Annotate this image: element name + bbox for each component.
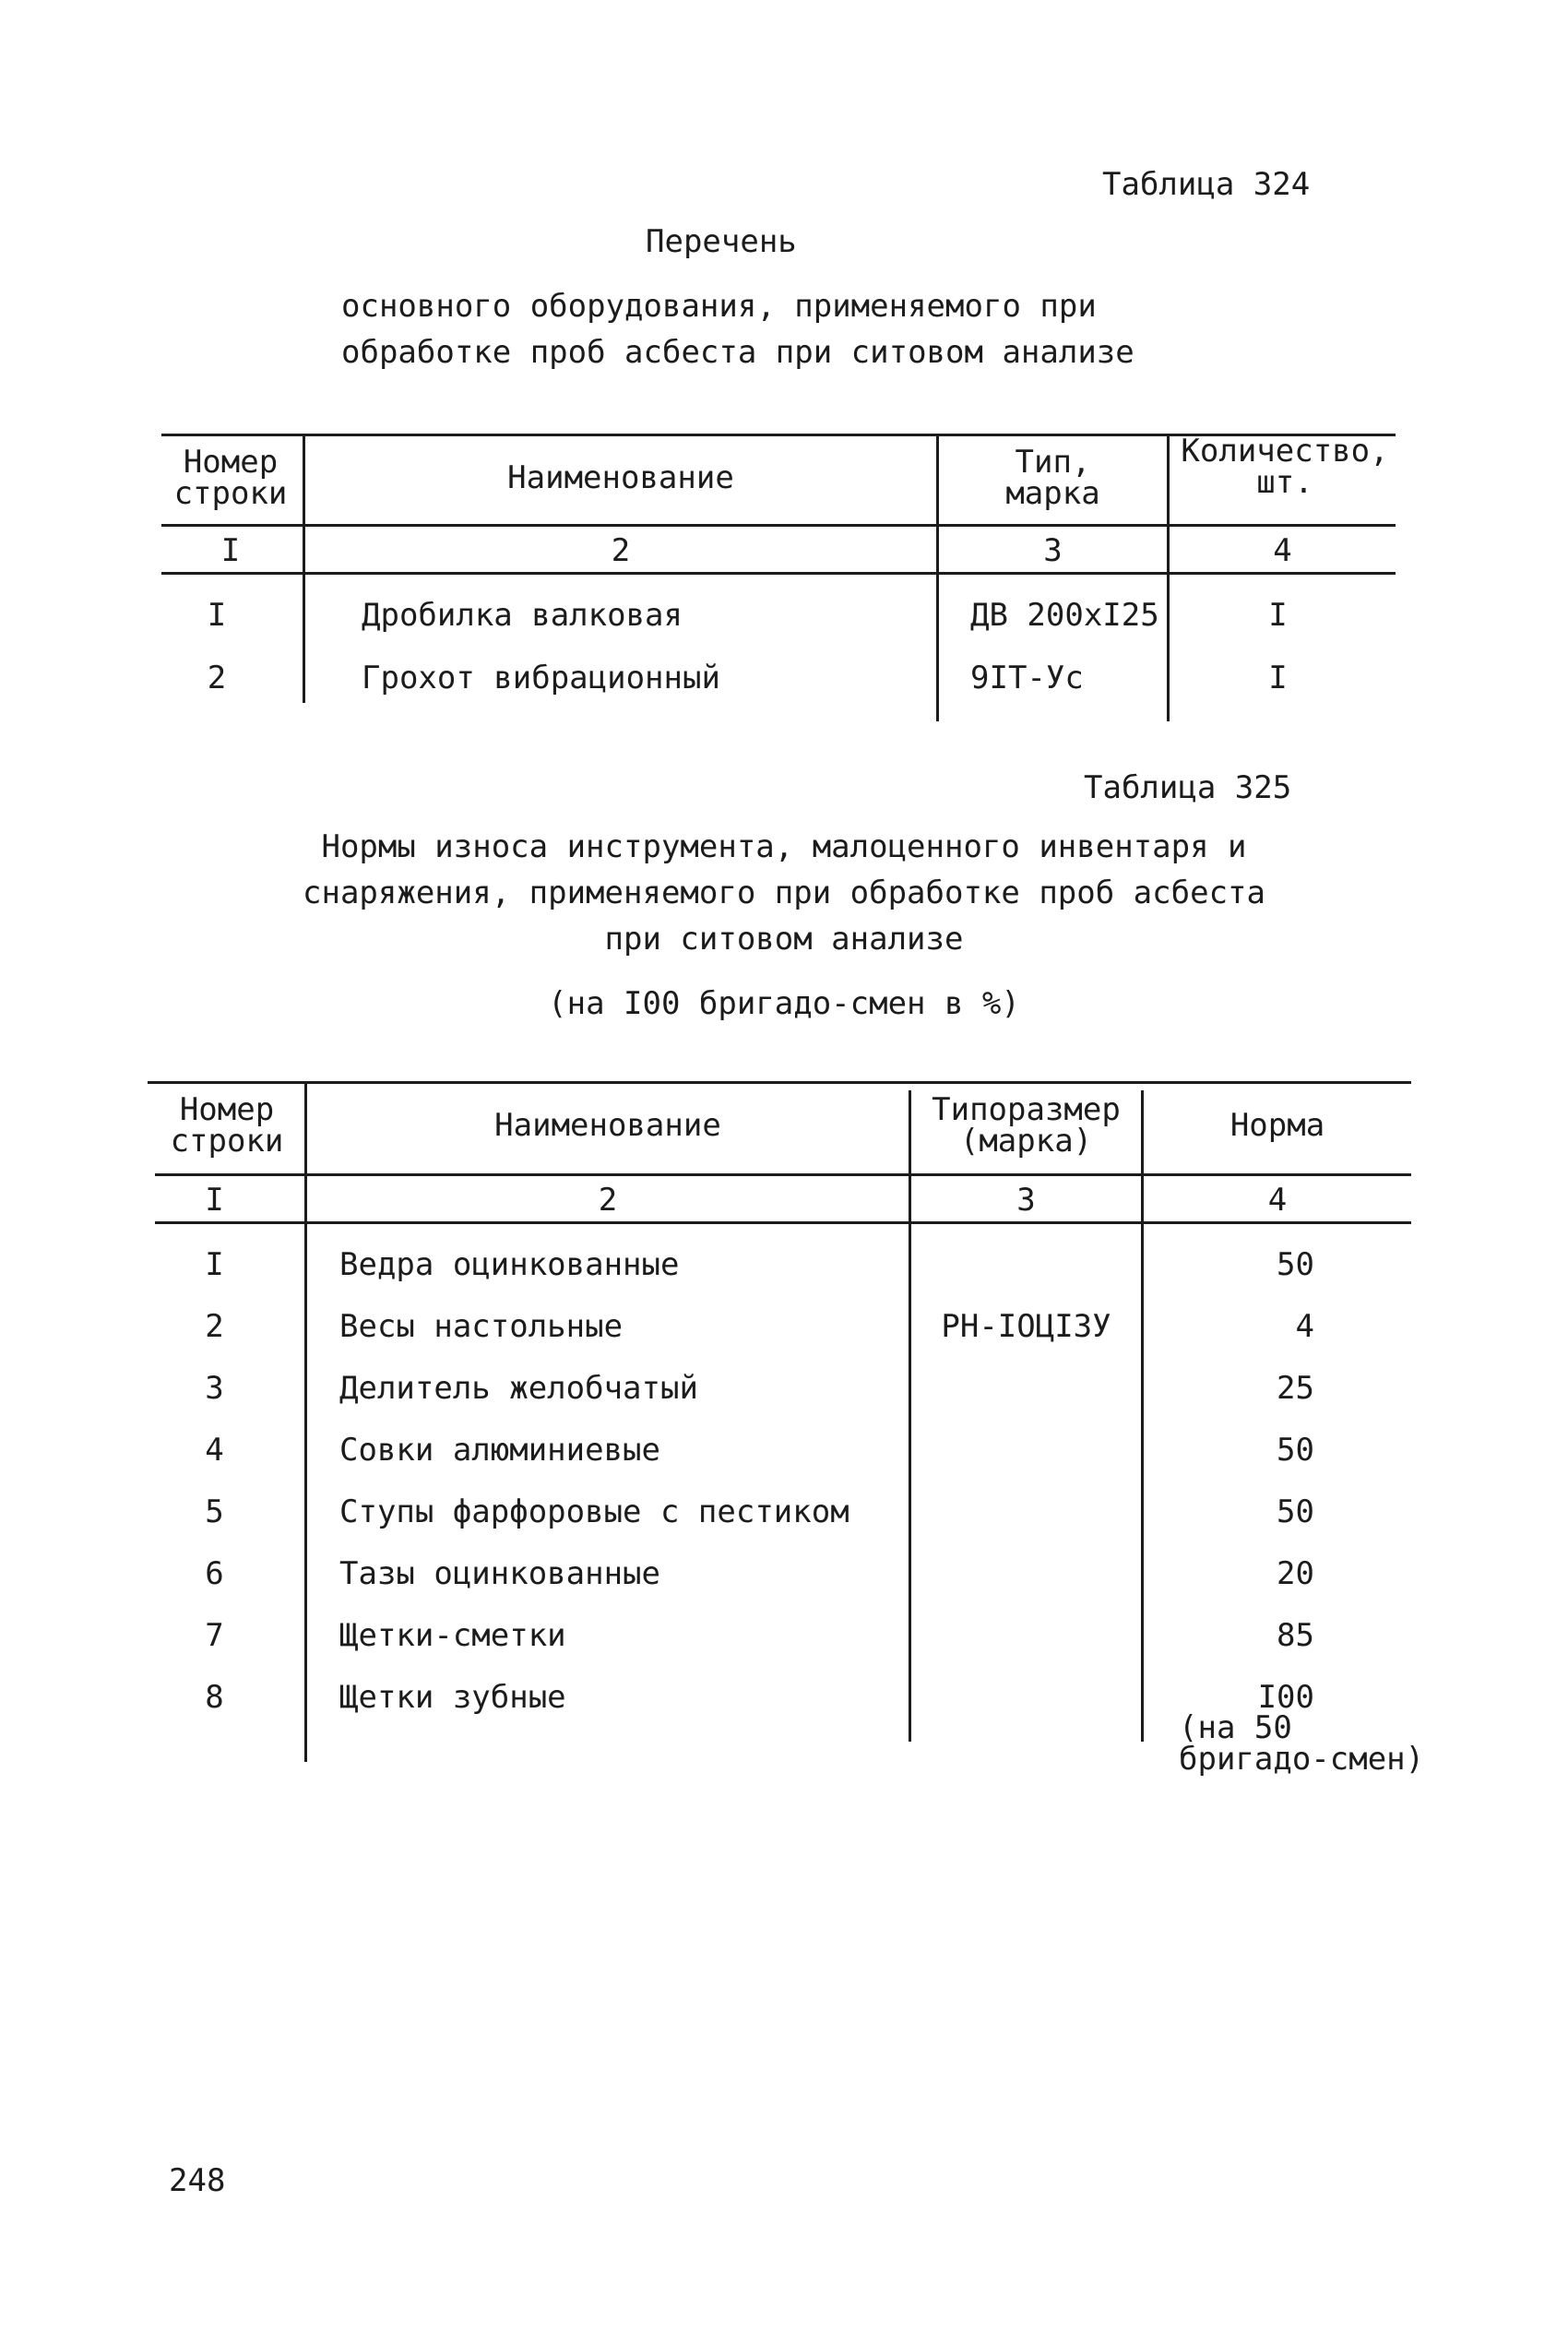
item-norm: 85	[1277, 1617, 1314, 1654]
item-qty: I	[1268, 660, 1288, 696]
item-name: Делитель желобчатый	[339, 1370, 698, 1407]
row-number: 5	[205, 1493, 224, 1530]
item-size: РН-IОЦI3У	[941, 1308, 1111, 1345]
table-325-header-size: Типоразмер (марка)	[932, 1091, 1121, 1160]
table-324-title-line3: обработке проб асбеста при ситовом анализе	[341, 334, 1134, 371]
row-number: 8	[205, 1679, 224, 1716]
table-324-header-num: Номер строки	[173, 444, 288, 512]
table-325-header-name: Наименование	[494, 1107, 721, 1144]
table-325-header-rule	[155, 1173, 1411, 1176]
table-325-header-norm: Норма	[1229, 1107, 1325, 1144]
item-norm: 50	[1277, 1246, 1314, 1283]
table-325-subtitle: (на I00 бригадо-смен в %)	[548, 985, 1020, 1022]
table-325-title: Нормы износа инструмента, малоценного инвентаря и	[321, 828, 1247, 865]
table-325-caption: Таблица 325	[1084, 769, 1292, 806]
row-number: 3	[205, 1370, 224, 1407]
item-name: Совки алюминиевые	[339, 1432, 660, 1469]
item-norm: 25	[1277, 1370, 1314, 1407]
table-324-header-type: Тип, марка	[1005, 444, 1100, 512]
table-324-caption: Таблица 324	[1102, 166, 1311, 203]
item-qty: I	[1268, 597, 1288, 634]
table-325-colnum-3: 3	[1016, 1182, 1036, 1219]
item-norm: 20	[1277, 1555, 1314, 1592]
table-324-header-qty: Количество, шт.	[1181, 433, 1389, 501]
row-number: 7	[205, 1617, 224, 1654]
table-325-colnum-rule	[155, 1221, 1411, 1224]
row-number: 6	[205, 1555, 224, 1592]
table-324-colnum-4: 4	[1273, 532, 1292, 569]
table-324-colnum-2: 2	[611, 532, 631, 569]
table-325-colnum-2: 2	[598, 1182, 618, 1219]
table-324-colnum-3: 3	[1043, 532, 1063, 569]
table-324-header-name: Наименование	[507, 459, 734, 496]
table-325-top-rule	[148, 1081, 1411, 1084]
table-324-title: Перечень	[646, 223, 797, 260]
item-norm: 4	[1295, 1308, 1314, 1345]
item-norm: I00	[1257, 1679, 1314, 1716]
item-norm: 50	[1277, 1432, 1314, 1469]
row-number: 2	[207, 660, 227, 696]
table-325-header-num: Номер строки	[170, 1091, 284, 1160]
table-325-colnum-1: I	[205, 1182, 224, 1219]
table-324-colnum-rule	[161, 572, 1396, 575]
page-number: 248	[169, 2162, 226, 2199]
table-325-colnum-4: 4	[1267, 1182, 1288, 1219]
table-324-title-line2: основного оборудования, применяемого при	[341, 288, 1097, 325]
item-type: ДВ 200хI25	[970, 597, 1159, 634]
item-name: Весы настольные	[339, 1308, 624, 1345]
item-name: Ведра оцинкованные	[339, 1246, 680, 1283]
row-number: I	[205, 1246, 224, 1283]
item-name: Щетки-сметки	[339, 1617, 566, 1654]
row-number: 2	[205, 1308, 224, 1345]
item-name: Грохот вибрационный	[362, 660, 720, 696]
table-325-title-line2: снаряжения, применяемого при обработке проб асбеста	[303, 874, 1265, 911]
item-name: Щетки зубные	[339, 1679, 566, 1716]
table-324-colnum-1: I	[220, 532, 241, 569]
item-name: Дробилка валковая	[362, 597, 683, 634]
item-type: 9IТ-Ус	[970, 660, 1084, 696]
item-norm: 50	[1277, 1493, 1314, 1530]
table-324-header-rule	[161, 524, 1396, 527]
table-325-title-line3: при ситовом анализе	[604, 921, 964, 958]
item-name: Тазы оцинкованные	[339, 1555, 660, 1592]
item-name: Ступы фарфоровые с пестиком	[339, 1493, 849, 1530]
row-number: I	[207, 597, 227, 634]
row-number: 4	[205, 1432, 224, 1469]
item-norm-note: (на 50 бригадо-смен)	[1179, 1709, 1425, 1778]
